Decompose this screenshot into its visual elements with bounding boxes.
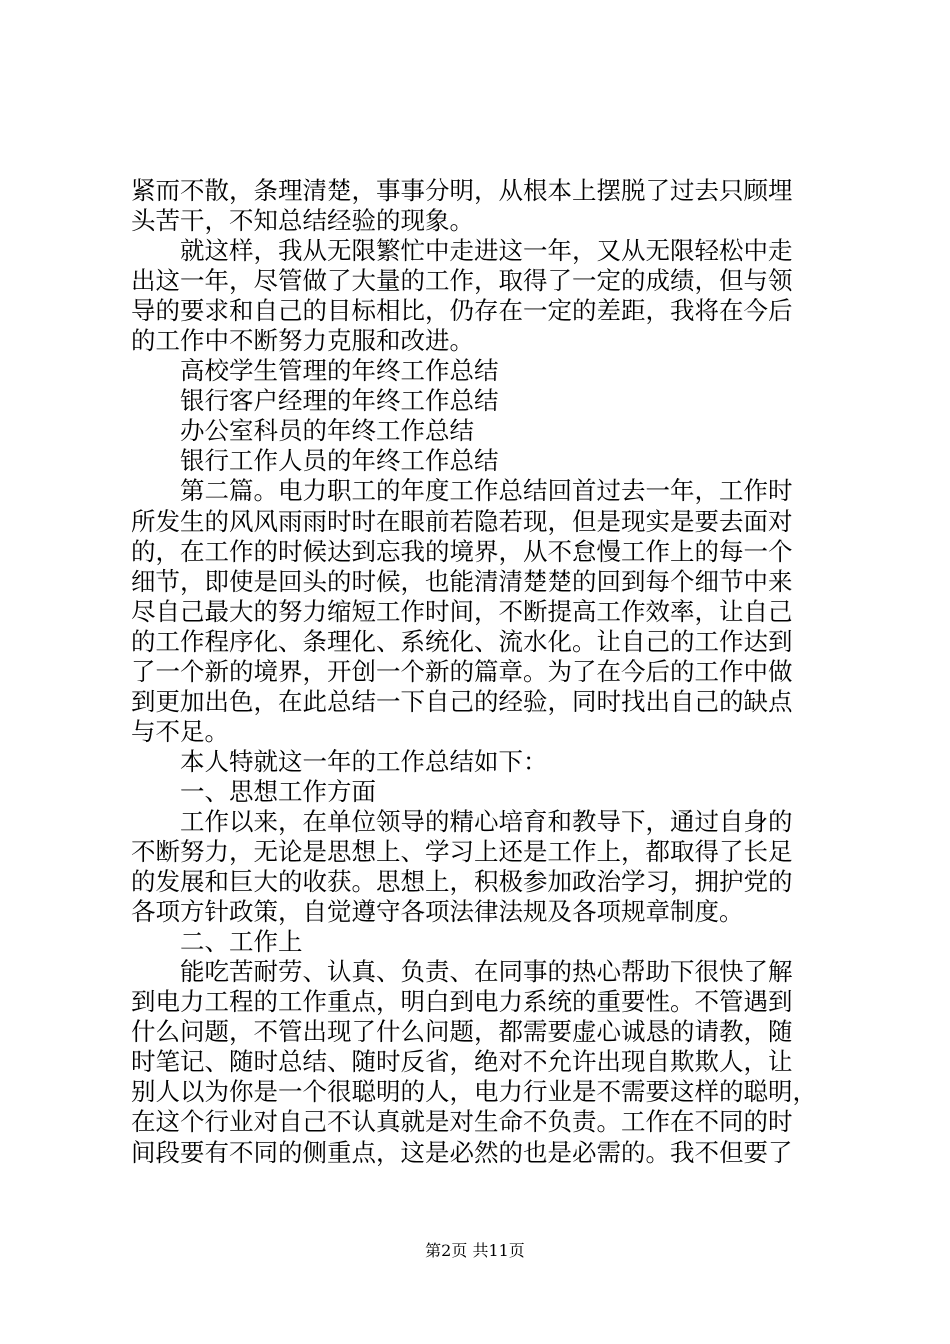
text-line: 工作以来，在单位领导的精心培育和教导下，通过自身的: [180, 806, 793, 836]
text-line: 办公室科员的年终工作总结: [180, 416, 474, 446]
text-line: 到电力工程的工作重点，明白到电力系统的重要性。不管遇到: [131, 987, 793, 1017]
text-line: 所发生的风风雨雨时时在眼前若隐若现，但是现实是要去面对: [131, 506, 793, 536]
text-line: 的发展和巨大的收获。思想上，积极参加政治学习，拥护党的: [131, 867, 793, 897]
text-line: 一、思想工作方面: [180, 776, 376, 806]
text-line: 了一个新的境界，开创一个新的篇章。为了在今后的工作中做: [131, 656, 793, 686]
text-line: 第二篇。电力职工的年度工作总结回首过去一年，工作时: [180, 476, 793, 506]
text-line: 什么问题，不管出现了什么问题，都需要虚心诚恳的请教，随: [131, 1017, 793, 1047]
text-line: 间段要有不同的侧重点，这是必然的也是必需的。我不但要了: [131, 1137, 793, 1167]
text-line: 别人以为你是一个很聪明的人，电力行业是不需要这样的聪明，: [131, 1077, 817, 1107]
text-line: 出这一年，尽管做了大量的工作，取得了一定的成绩，但与领: [131, 266, 793, 296]
text-line: 银行客户经理的年终工作总结: [180, 386, 499, 416]
text-line: 高校学生管理的年终工作总结: [180, 356, 499, 386]
text-line: 的工作程序化、条理化、系统化、流水化。让自己的工作达到: [131, 626, 793, 656]
text-line: 在这个行业对自己不认真就是对生命不负责。工作在不同的时: [131, 1107, 793, 1137]
text-line: 紧而不散，条理清楚，事事分明，从根本上摆脱了过去只顾埋: [131, 176, 793, 205]
text-line: 头苦干，不知总结经验的现象。: [131, 206, 474, 236]
text-line: 与不足。: [131, 716, 229, 746]
page-footer: [0, 1241, 950, 1261]
text-line: 就这样，我从无限繁忙中走进这一年，又从无限轻松中走: [180, 236, 793, 266]
text-line: 各项方针政策，自觉遵守各项法律法规及各项规章制度。: [131, 897, 744, 927]
document-body: [131, 176, 831, 1168]
text-line: 细节，即使是回头的时候，也能清清楚楚的回到每个细节中来: [131, 566, 793, 596]
text-line: 尽自己最大的努力缩短工作时间，不断提高工作效率，让自己: [131, 596, 793, 626]
text-line: 时笔记、随时总结、随时反省，绝对不允许出现自欺欺人，让: [131, 1047, 793, 1077]
text-line: 银行工作人员的年终工作总结: [180, 446, 499, 476]
text-line: 导的要求和自己的目标相比，仍存在一定的差距，我将在今后: [131, 296, 793, 326]
text-line: 的，在工作的时候达到忘我的境界，从不怠慢工作上的每一个: [131, 536, 793, 566]
text-line: 的工作中不断努力克服和改进。: [131, 326, 474, 356]
page-number: 第2页 共11页: [425, 1241, 525, 1260]
text-line: 不断努力，无论是思想上、学习上还是工作上，都取得了长足: [131, 837, 793, 867]
text-line: 到更加出色，在此总结一下自己的经验，同时找出自己的缺点: [131, 686, 793, 716]
text-line: 能吃苦耐劳、认真、负责、在同事的热心帮助下很快了解: [180, 957, 793, 987]
text-line: 二、工作上: [180, 927, 303, 957]
text-line: 本人特就这一年的工作总结如下：: [180, 746, 548, 776]
